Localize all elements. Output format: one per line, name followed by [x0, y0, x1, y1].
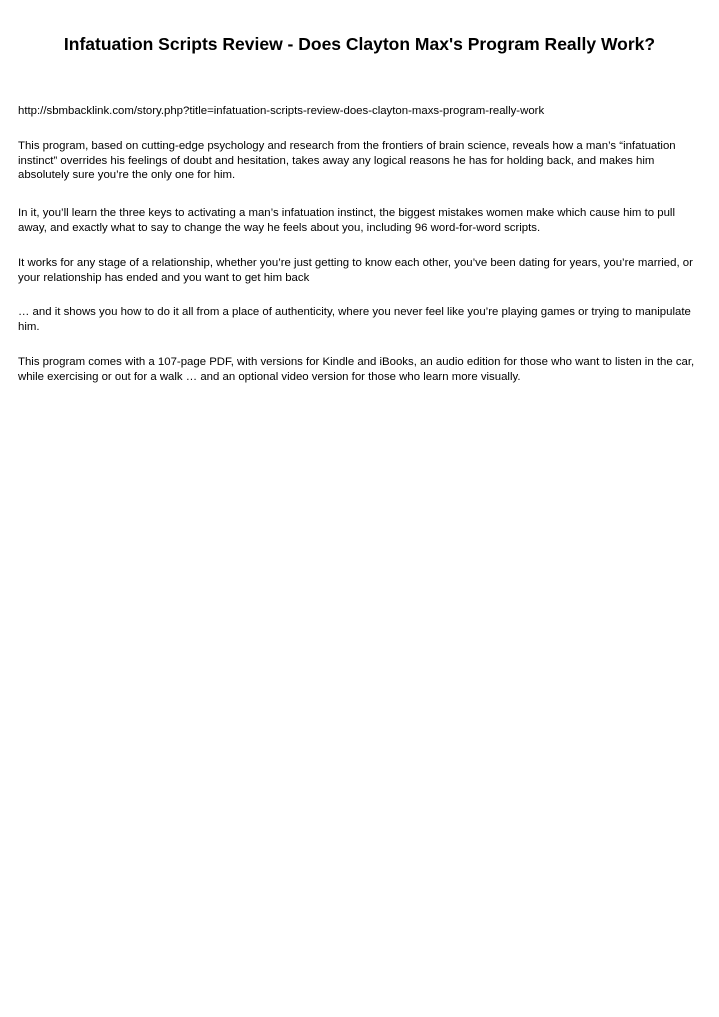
paragraph-intro: This program, based on cutting-edge psychology and research from the frontiers of brain science, reveals how a man’s “infatuation instinct” overrides his feelings of doubt and hesitation, takes away any logical reasons he has for holding back, and makes him absolutely sure you’re the only one for him. [18, 140, 676, 181]
paragraph-authenticity: … and it shows you how to do it all from a place of authenticity, where you never feel like you’re playing games or trying to manipulate him. [18, 306, 691, 333]
paragraph-keys: In it, you’ll learn the three keys to activating a man’s infatuation instinct, the biggest mistakes women make which cause him to pull away, and exactly what to say to change the way he feels about you, including 96 word-for-word scripts. [18, 207, 675, 234]
page-title: Infatuation Scripts Review - Does Clayton Max's Program Really Work? [63, 34, 656, 54]
source-url: http://sbmbacklink.com/story.php?title=infatuation-scripts-review-does-clayton-maxs-program-really-work [18, 105, 545, 117]
paragraph-stages: It works for any stage of a relationship, whether you’re just getting to know each other, you’ve been dating for years, you’re married, or your relationship has ended and you want to get him back [18, 257, 693, 284]
paragraph-formats: This program comes with a 107-page PDF, with versions for Kindle and iBooks, an audio edition for those who want to listen in the car, while exercising or out for a walk … and an optional video version for those who learn more visually. [18, 356, 695, 383]
